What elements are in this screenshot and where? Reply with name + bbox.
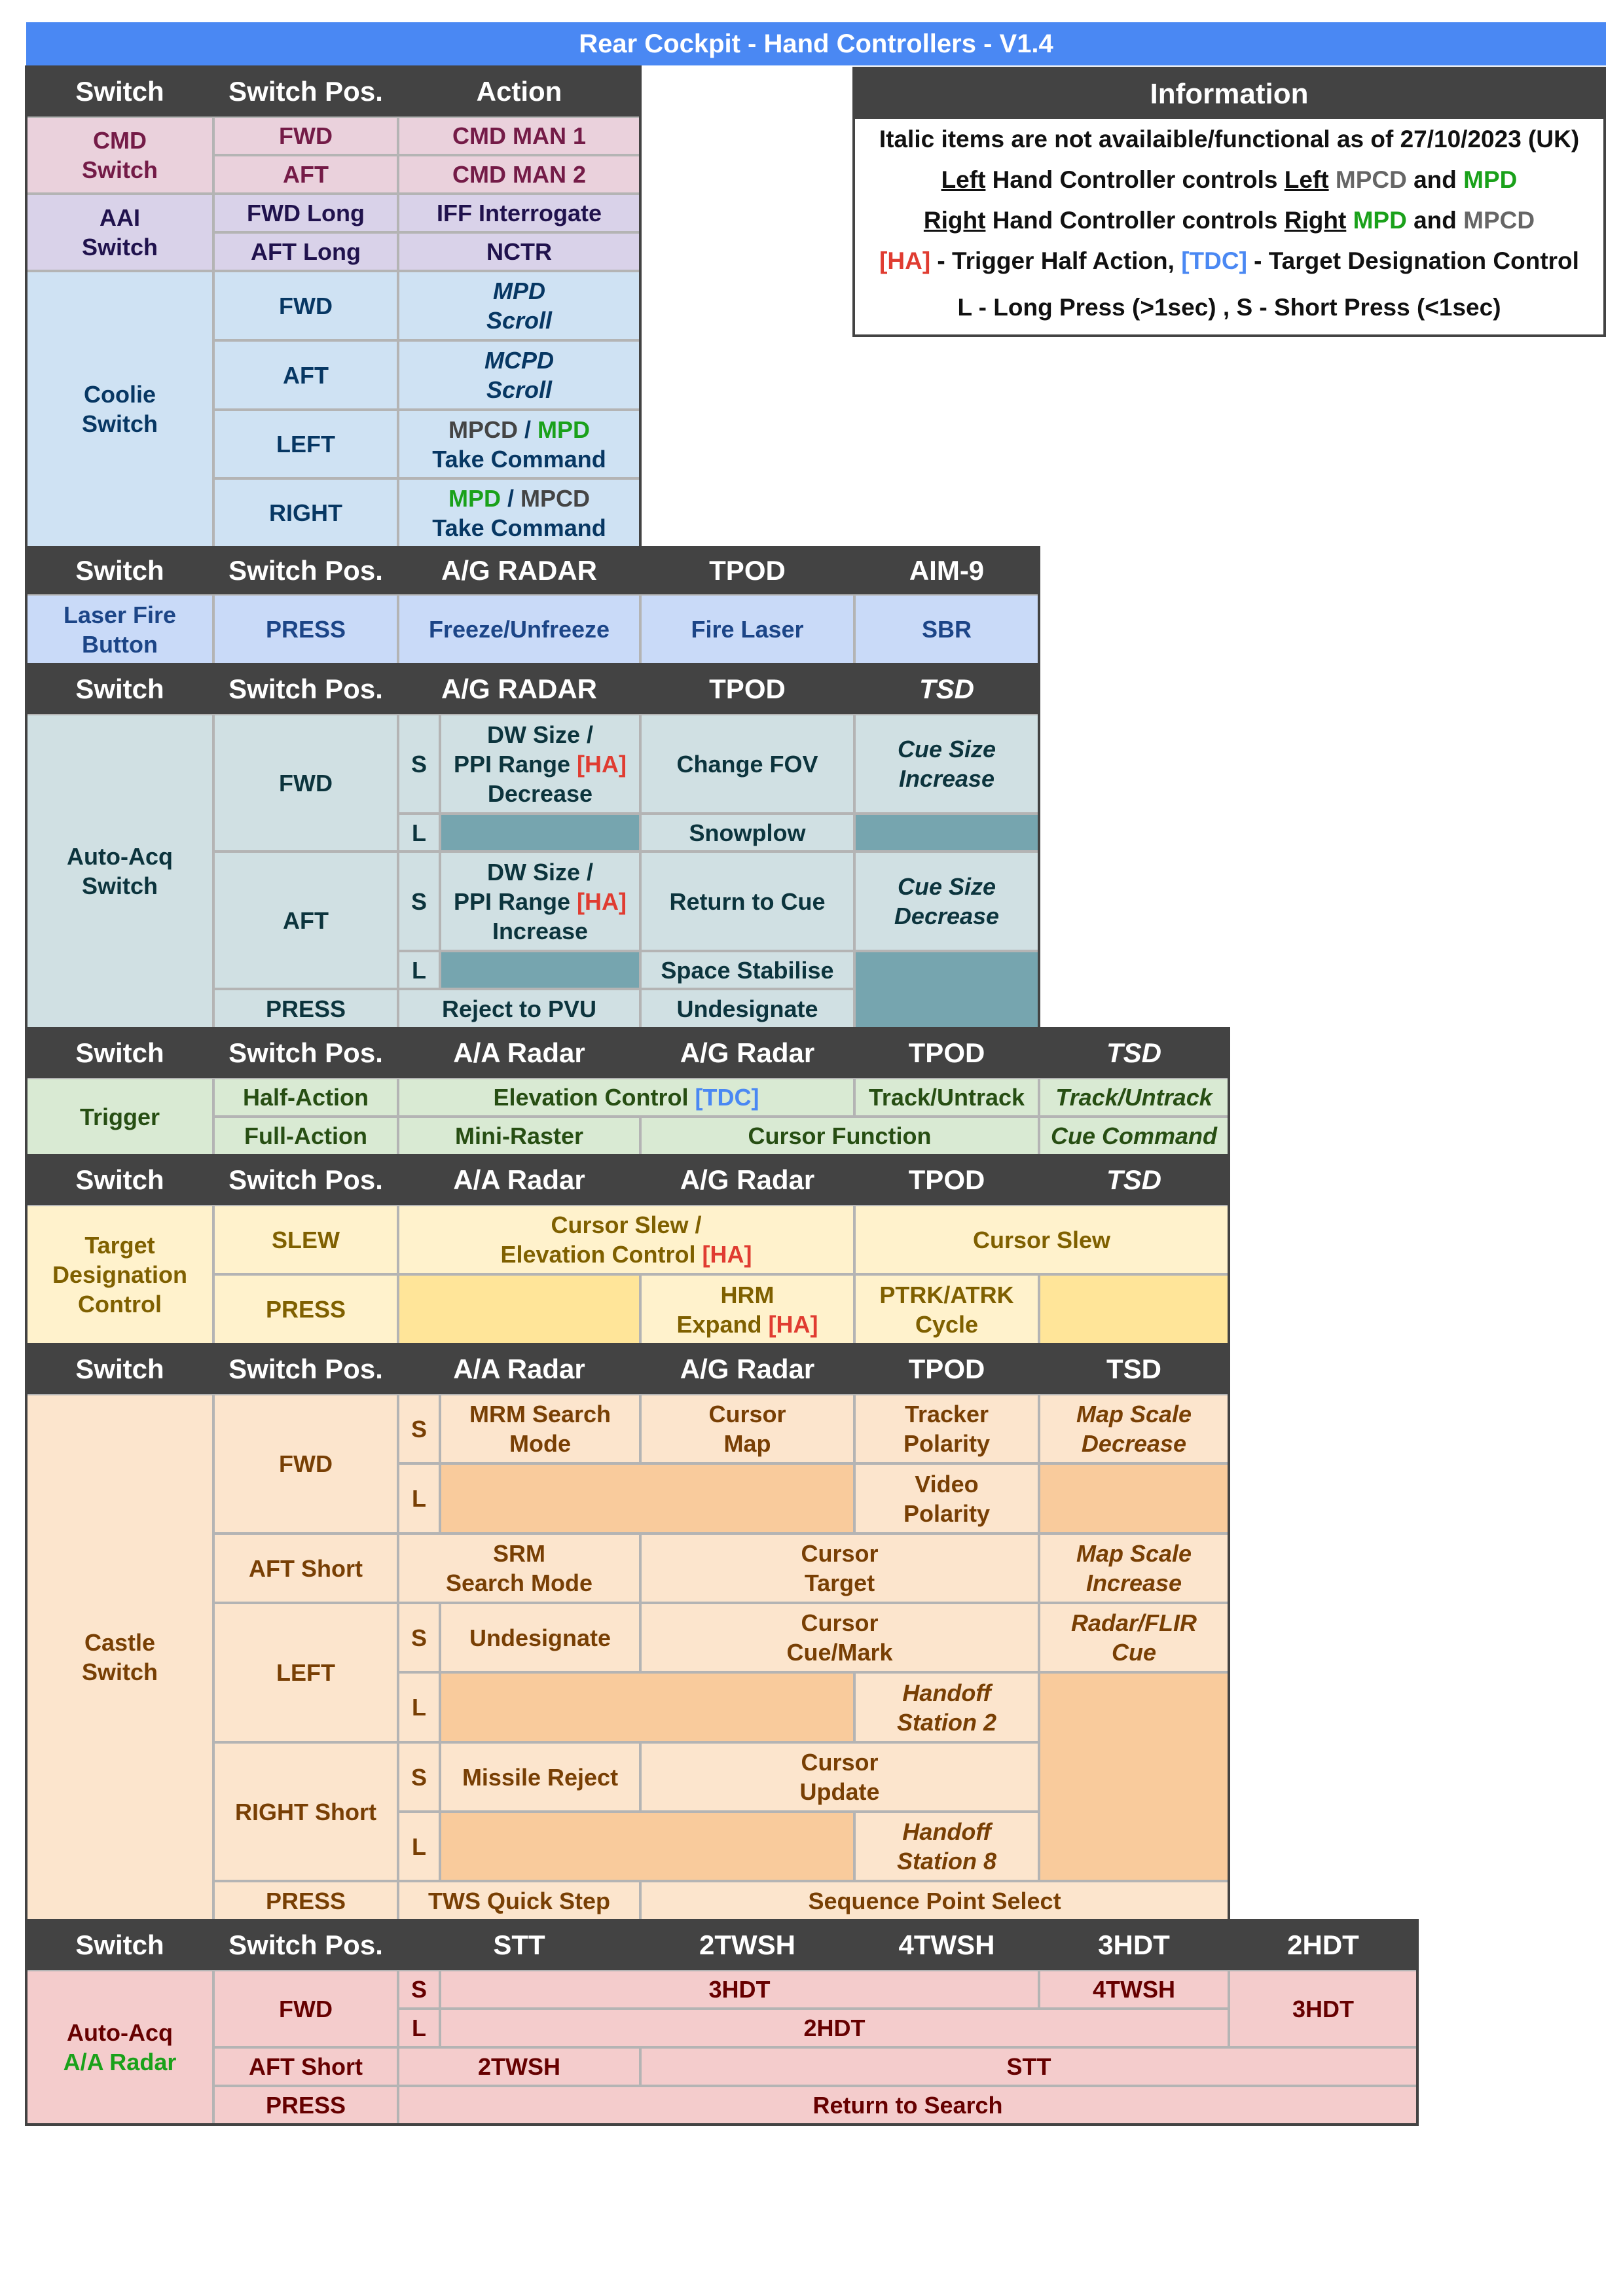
trigger-full-aa-radar: Mini-Raster — [398, 1117, 640, 1155]
autoacq-fwd-s-tsd: Cue Size Increase — [854, 714, 1039, 814]
information-header: Information — [855, 69, 1603, 119]
aaradar-press-all: Return to Search — [398, 2086, 1417, 2125]
castle-right-l-tpod: Handoff Station 8 — [854, 1812, 1039, 1881]
coolie-aft-pos: AFT — [213, 340, 398, 410]
aaradar-fwd-2hdt-col: 3HDT — [1229, 1970, 1417, 2047]
castle-press-aa-radar: TWS Quick Step — [398, 1881, 640, 1920]
autoacq-press-tpod: Undesignate — [640, 989, 854, 1028]
header-switch-pos: Switch Pos. — [213, 664, 398, 714]
aaradar-fwd-s-3hdt: 3HDT — [440, 1970, 1039, 2009]
header-ag-radar: A/G Radar — [640, 1028, 854, 1078]
castle-left-long: L — [398, 1672, 440, 1742]
information-box — [852, 67, 1606, 337]
autoacq-tsd-empty — [854, 951, 1039, 1028]
info-left-controller: Left Hand Controller controls Left MPCD and MPD — [941, 166, 1518, 193]
info-italic-note: Italic items are not availaible/functional as of 27/10/2023 (UK) — [879, 126, 1580, 152]
tdc-press-pos: PRESS — [213, 1274, 398, 1344]
aaradar-aft-pos: AFT Short — [213, 2047, 398, 2086]
castle-fwd-s-aa-radar: MRM Search Mode — [440, 1394, 640, 1463]
castle-right-pos: RIGHT Short — [213, 1742, 398, 1881]
castle-left-s-tsd: Radar/FLIR Cue — [1039, 1603, 1229, 1672]
aai-aft-pos: AFT Long — [213, 232, 398, 271]
trigger-full-ag-tpod: Cursor Function — [640, 1117, 1039, 1155]
autoacq-aft-pos: AFT — [213, 852, 398, 989]
header-tsd: TSD — [854, 664, 1039, 714]
autoacq-fwd-l-tpod: Snowplow — [640, 814, 854, 852]
coolie-left-action: MPCD / MPD Take Command — [398, 410, 640, 478]
autoacq-press-pos: PRESS — [213, 989, 398, 1028]
coolie-left-pos: LEFT — [213, 410, 398, 478]
trigger-half-tsd: Track/Untrack — [1039, 1078, 1229, 1117]
cmd-aft-pos: AFT — [213, 155, 398, 194]
autoacq-fwd-l-ag-empty — [440, 814, 640, 852]
trigger-half-tpod: Track/Untrack — [854, 1078, 1039, 1117]
header-aa-radar: A/A Radar — [398, 1028, 640, 1078]
aai-fwd-action: IFF Interrogate — [398, 194, 640, 232]
info-right-controller: Right Hand Controller controls Right MPD and MPCD — [923, 207, 1535, 234]
header-tsd: TSD — [1039, 1344, 1229, 1394]
trigger-half-pos: Half-Action — [213, 1078, 398, 1117]
header-switch: Switch — [26, 1155, 213, 1205]
castle-fwd-l-radar-empty — [440, 1463, 854, 1534]
header-switch-pos: Switch Pos. — [213, 1344, 398, 1394]
autoacq-fwd-l-tsd-empty — [854, 814, 1039, 852]
coolie-switch-label: Coolie Switch — [26, 271, 213, 547]
castle-tsd-empty — [1039, 1672, 1229, 1881]
autoacq-fwd-pos: FWD — [213, 714, 398, 852]
coolie-right-action: MPD / MPCD Take Command — [398, 478, 640, 547]
autoacq-switch-label: Auto-Acq Switch — [26, 714, 213, 1028]
info-ha-tdc-legend: [HA] - Trigger Half Action, [TDC] - Target Designation Control — [879, 247, 1579, 274]
header-ag-radar: A/G RADAR — [398, 547, 640, 594]
castle-aft-tsd: Map Scale Increase — [1039, 1534, 1229, 1603]
cmd-fwd-action: CMD MAN 1 — [398, 117, 640, 155]
header-tsd: TSD — [1039, 1028, 1229, 1078]
header-aim9: AIM-9 — [854, 547, 1039, 594]
autoacq-aft-s-tsd: Cue Size Decrease — [854, 852, 1039, 951]
header-3hdt: 3HDT — [1039, 1920, 1229, 1970]
aai-switch-label: AAI Switch — [26, 194, 213, 271]
autoacq-aft-l-tpod: Space Stabilise — [640, 951, 854, 989]
tdc-press-aa-empty — [398, 1274, 640, 1344]
laser-aim9: SBR — [854, 594, 1039, 664]
header-switch-pos: Switch Pos. — [213, 67, 398, 117]
aai-fwd-pos: FWD Long — [213, 194, 398, 232]
tdc-press-tpod: PTRK/ATRK Cycle — [854, 1274, 1039, 1344]
header-tsd: TSD — [1039, 1155, 1229, 1205]
header-switch: Switch — [26, 1920, 213, 1970]
header-switch: Switch — [26, 664, 213, 714]
autoacq-press-ag-radar: Reject to PVU — [398, 989, 640, 1028]
header-ag-radar: A/G Radar — [640, 1344, 854, 1394]
autoacq-fwd-short: S — [398, 714, 440, 814]
header-aa-radar: A/A Radar — [398, 1344, 640, 1394]
castle-right-short: S — [398, 1742, 440, 1812]
header-2hdt: 2HDT — [1229, 1920, 1417, 1970]
castle-right-s-aa-radar: Missile Reject — [440, 1742, 640, 1812]
autoacq-aft-long: L — [398, 951, 440, 989]
castle-fwd-short: S — [398, 1394, 440, 1463]
header-switch-pos: Switch Pos. — [213, 1920, 398, 1970]
header-tpod: TPOD — [640, 664, 854, 714]
castle-right-s-ag-tpod: Cursor Update — [640, 1742, 1039, 1812]
coolie-right-pos: RIGHT — [213, 478, 398, 547]
castle-aft-pos: AFT Short — [213, 1534, 398, 1603]
header-switch: Switch — [26, 67, 213, 117]
autoacq-fwd-s-tpod: Change FOV — [640, 714, 854, 814]
tdc-slew-radar: Cursor Slew / Elevation Control [HA] — [398, 1205, 854, 1274]
header-tpod: TPOD — [640, 547, 854, 594]
header-switch-pos: Switch Pos. — [213, 1155, 398, 1205]
castle-press-pos: PRESS — [213, 1881, 398, 1920]
castle-fwd-l-tpod: Video Polarity — [854, 1463, 1039, 1534]
castle-aft-aa-radar: SRM Search Mode — [398, 1534, 640, 1603]
header-switch: Switch — [26, 547, 213, 594]
castle-fwd-s-ag-radar: Cursor Map — [640, 1394, 854, 1463]
autoacq-aft-short: S — [398, 852, 440, 951]
trigger-full-pos: Full-Action — [213, 1117, 398, 1155]
autoacq-aft-l-ag-empty — [440, 951, 640, 989]
header-tpod: TPOD — [854, 1344, 1039, 1394]
castle-fwd-pos: FWD — [213, 1394, 398, 1534]
aaradar-aft-rest: STT — [640, 2047, 1417, 2086]
tdc-slew-tpod-tsd: Cursor Slew — [854, 1205, 1229, 1274]
castle-right-long: L — [398, 1812, 440, 1881]
laser-press-pos: PRESS — [213, 594, 398, 664]
laser-ag-radar: Freeze/Unfreeze — [398, 594, 640, 664]
aaradar-fwd-l-2hdt: 2HDT — [440, 2009, 1229, 2047]
cmd-fwd-pos: FWD — [213, 117, 398, 155]
castle-fwd-s-tpod: Tracker Polarity — [854, 1394, 1039, 1463]
autoacq-aft-s-ag-radar: DW Size / PPI Range [HA] Increase — [440, 852, 640, 951]
header-switch-pos: Switch Pos. — [213, 547, 398, 594]
header-2twsh: 2TWSH — [640, 1920, 854, 1970]
header-switch-pos: Switch Pos. — [213, 1028, 398, 1078]
aai-aft-action: NCTR — [398, 232, 640, 271]
castle-press-rest: Sequence Point Select — [640, 1881, 1229, 1920]
laser-tpod: Fire Laser — [640, 594, 854, 664]
header-ag-radar: A/G RADAR — [398, 664, 640, 714]
info-press-legend: L - Long Press (>1sec) , S - Short Press (<1sec) — [957, 294, 1501, 321]
header-ag-radar: A/G Radar — [640, 1155, 854, 1205]
laser-fire-label: Laser Fire Button — [26, 594, 213, 664]
header-tpod: TPOD — [854, 1155, 1039, 1205]
cmd-switch-label: CMD Switch — [26, 117, 213, 194]
castle-aft-ag-tpod: Cursor Target — [640, 1534, 1039, 1603]
castle-left-short: S — [398, 1603, 440, 1672]
aaradar-aft-stt: 2TWSH — [398, 2047, 640, 2086]
header-aa-radar: A/A Radar — [398, 1155, 640, 1205]
castle-left-s-ag-tpod: Cursor Cue/Mark — [640, 1603, 1039, 1672]
castle-left-l-tpod: Handoff Station 2 — [854, 1672, 1039, 1742]
aaradar-fwd-long: L — [398, 2009, 440, 2047]
trigger-half-radar: Elevation Control [TDC] — [398, 1078, 854, 1117]
castle-left-pos: LEFT — [213, 1603, 398, 1742]
coolie-fwd-pos: FWD — [213, 271, 398, 340]
aaradar-fwd-short: S — [398, 1970, 440, 2009]
coolie-fwd-action: MPD Scroll — [398, 271, 640, 340]
header-switch: Switch — [26, 1028, 213, 1078]
castle-left-s-aa-radar: Undesignate — [440, 1603, 640, 1672]
castle-fwd-s-tsd: Map Scale Decrease — [1039, 1394, 1229, 1463]
tdc-press-tsd-empty — [1039, 1274, 1229, 1344]
castle-right-l-radar-empty — [440, 1812, 854, 1881]
header-action: Action — [398, 67, 640, 117]
aaradar-fwd-s-4twsh: 4TWSH — [1039, 1970, 1229, 2009]
tdc-press-ag-radar: HRM Expand [HA] — [640, 1274, 854, 1344]
autoacq-aft-s-tpod: Return to Cue — [640, 852, 854, 951]
header-tpod: TPOD — [854, 1028, 1039, 1078]
castle-fwd-long: L — [398, 1463, 440, 1534]
header-4twsh: 4TWSH — [854, 1920, 1039, 1970]
castle-fwd-l-tsd-empty — [1039, 1463, 1229, 1534]
castle-switch-label: Castle Switch — [26, 1394, 213, 1920]
autoacq-fwd-s-ag-radar: DW Size / PPI Range [HA] Decrease — [440, 714, 640, 814]
castle-left-l-radar-empty — [440, 1672, 854, 1742]
header-stt: STT — [398, 1920, 640, 1970]
aaradar-press-pos: PRESS — [213, 2086, 398, 2125]
trigger-full-tsd: Cue Command — [1039, 1117, 1229, 1155]
tdc-slew-pos: SLEW — [213, 1205, 398, 1274]
header-switch: Switch — [26, 1344, 213, 1394]
autoacq-fwd-long: L — [398, 814, 440, 852]
aaradar-fwd-pos: FWD — [213, 1970, 398, 2047]
trigger-label: Trigger — [26, 1078, 213, 1155]
tdc-label: Target Designation Control — [26, 1205, 213, 1344]
page-title: Rear Cockpit - Hand Controllers - V1.4 — [26, 22, 1606, 65]
autoacq-aa-radar-label: Auto-Acq A/A Radar — [26, 1970, 213, 2125]
coolie-aft-action: MCPD Scroll — [398, 340, 640, 410]
cmd-aft-action: CMD MAN 2 — [398, 155, 640, 194]
